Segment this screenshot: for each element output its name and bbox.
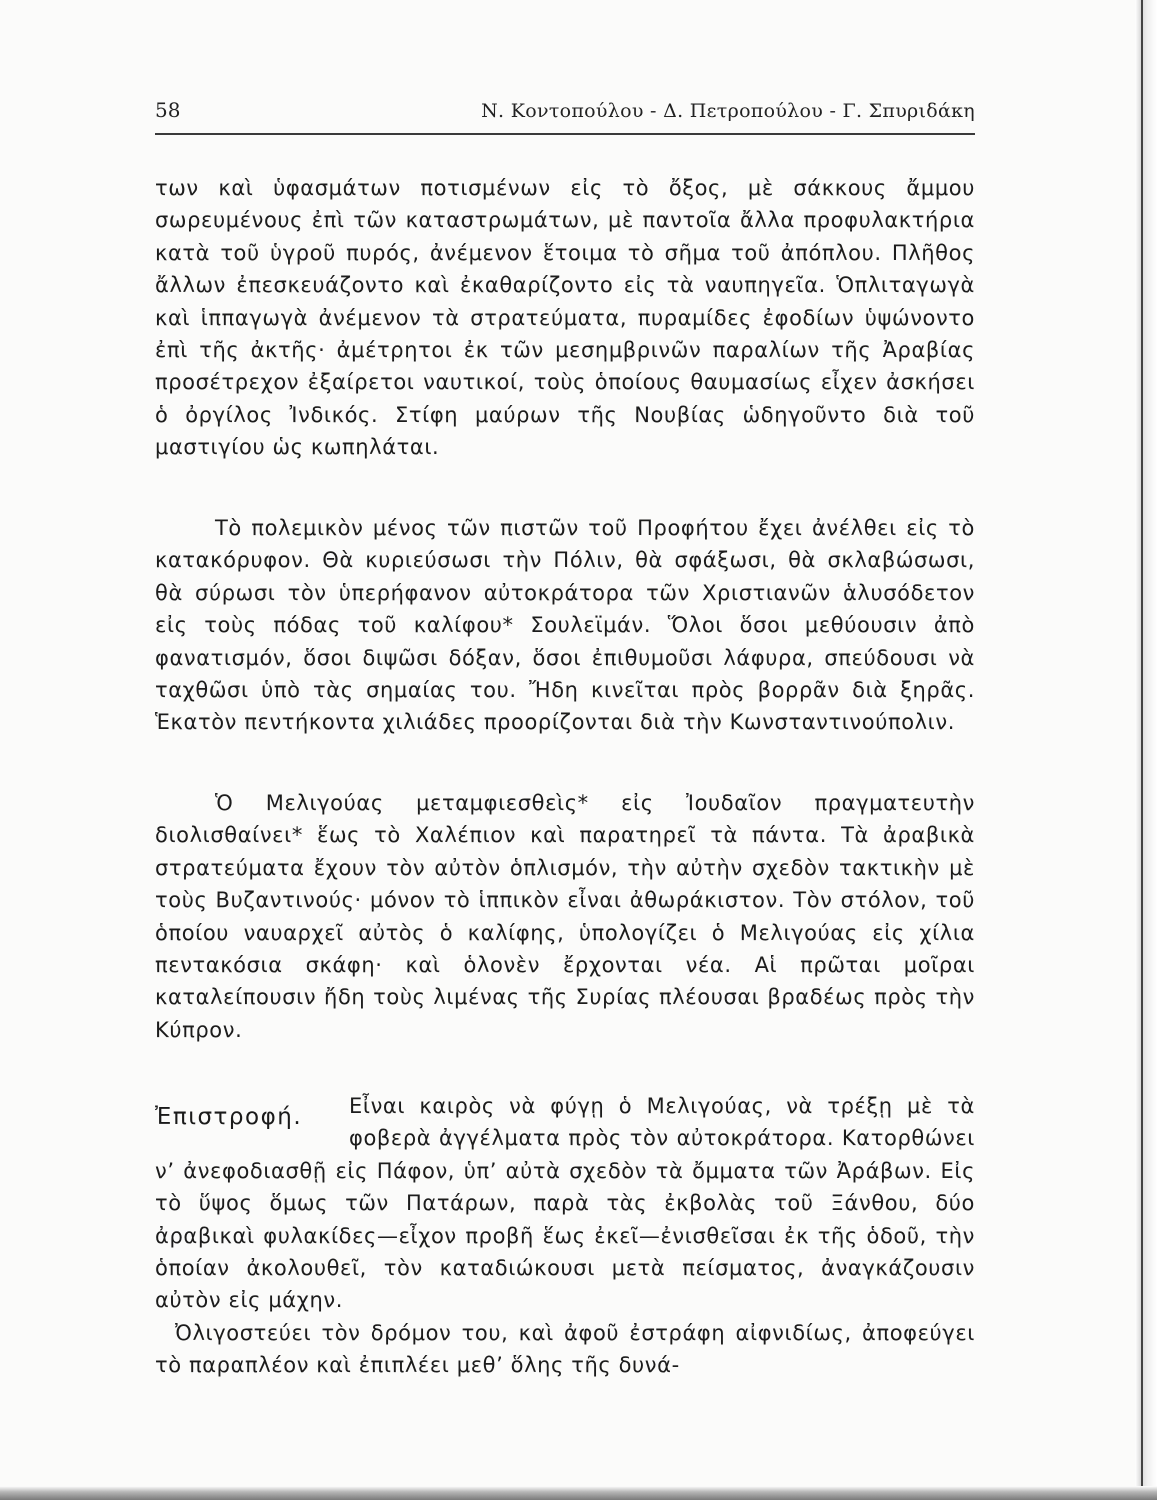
body-paragraph-1 xyxy=(155,172,975,464)
section-heading: Ἐπιστροφή. xyxy=(155,1104,303,1130)
section-paragraph-1: Εἶναι καιρὸς νὰ φύγῃ ὁ Μελιγούας, νὰ τρέξῃ μὲ τὰ φοβερὰ ἀγγέλματα πρὸς τὸν αὐτοκράτορα. Κατορθώνει ν’ ἀνεφοδιασθῇ εἰς Πάφον, ὑπ’ αὐτὰ σχεδὸν τὰ ὄμματα τῶν Ἀράβων. Εἰς τὸ ὕψος ὅμως τῶν Πατάρων, παρὰ τὰς ἐκβολὰς τοῦ Ξάνθου, δύο ἀραβικαὶ φυλακίδες—εἶχον προβῆ ἕως ἐκεῖ—ἐνισθεῖσαι ἐκ τῆς ὁδοῦ, τὴν ὁποίαν ἀκολουθεῖ, τὸν καταδιώκουσι μετὰ πείσματος, ἀναγκάζουσιν αὐτὸν εἰς μάχην. xyxy=(155,1094,975,1313)
page-edge-line xyxy=(1141,0,1143,1500)
paragraph-text: των καὶ ὑφασμάτων ποτισμένων εἰς τὸ ὄξος, μὲ σάκκους ἄμμου σωρευμένους ἐπὶ τῶν καταστρωμάτων, μὲ παντοῖα ἄλλα προφυλακτήρια κατὰ τοῦ ὑγροῦ πυρός, ἀνέμενον ἕτοιμα τὸ σῆμα τοῦ ἀπόπλου. Πλῆθος ἄλλων ἐπεσκευάζοντο καὶ ἐκαθαρίζοντο εἰς τὰ ναυπηγεῖα. Ὁπλιταγωγὰ καὶ ἱππαγωγὰ ἀνέμενον τὰ στρατεύματα, πυραμίδες ἐφοδίων ὑψώνοντο ἐπὶ τῆς ἀκτῆς· ἀμέτρητοι ἐκ τῶν μεσημβρινῶν παραλίων τῆς Ἀραβίας προσέτρεχον ἐξαίρετοι ναυτικοί, τοὺς ὁποίους θαυμασίως εἶχεν ἀσκήσει ὁ ὀργίλος Ἰνδικός. Στίφη μαύρων τῆς Νουβίας ὡδηγοῦντο διὰ τοῦ μαστιγίου ὡς κωπηλάται. xyxy=(155,176,975,460)
body-paragraph-2 xyxy=(155,512,975,739)
paragraph-text: Ὁ Μελιγούας μεταμφιεσθεὶς* εἰς Ἰουδαῖον πραγματευτὴν διολισθαίνει* ἕως τὸ Χαλέπιον καὶ παρατηρεῖ τὰ πάντα. Τὰ ἀραβικὰ στρατεύματα ἔχουν τὸν αὐτὸν ὁπλισμόν, τὴν αὐτὴν σχεδὸν τακτικὴν μὲ τοὺς Βυζαντινούς· μόνον τὸ ἱππικὸν εἶναι ἀθωράκιστον. Τὸν στόλον, τοῦ ὁποίου ναυαρχεῖ αὐτὸς ὁ καλίφης, ὑπολογίζει ὁ Μελιγούας εἰς χίλια πεντακόσια σκάφη· καὶ ὁλονὲν ἔρχονται νέα. Αἱ πρῶται μοῖραι καταλείπουσιν ἤδη τοὺς λιμένας τῆς Συρίας πλέουσαι βραδέως πρὸς τὴν Κύπρον. xyxy=(155,791,975,1042)
paragraph-text: Τὸ πολεμικὸν μένος τῶν πιστῶν τοῦ Προφήτου ἔχει ἀνέλθει εἰς τὸ κατακόρυφον. Θὰ κυριεύσωσι τὴν Πόλιν, θὰ σφάξωσι, θὰ σκλαβώσωσι, θὰ σύρωσι τὸν ὑπερήφανον αὐτοκράτορα τῶν Χριστιανῶν ἁλυσόδετον εἰς τοὺς πόδας τοῦ καλίφου* Σουλεϊμάν. Ὅλοι ὅσοι μεθύουσιν ἀπὸ φανατισμόν, ὅσοι διψῶσι δόξαν, ὅσοι ἐπιθυμοῦσι λάφυρα, σπεύδουσι νὰ ταχθῶσι ὑπὸ τὰς σημαίας του. Ἤδη κινεῖται πρὸς βορρᾶν διὰ ξηρᾶς. Ἑκατὸν πεντήκοντα χιλιάδες προορίζονται διὰ τὴν Κωνσταντινούπολιν. xyxy=(155,516,975,735)
page-edge-bottom xyxy=(0,1486,1157,1500)
body-paragraph-3 xyxy=(155,787,975,1046)
section-return xyxy=(155,1090,975,1382)
section-paragraph-2: Ὀλιγοστεύει τὸν δρόμον του, καὶ ἀφοῦ ἐστράφη αἰφνιδίως, ἀποφεύγει τὸ παραπλέον καὶ ἐπιπλέει μεθ’ ὅλης τῆς δυνά- xyxy=(155,1320,975,1378)
page-header xyxy=(155,92,975,132)
running-head: Ν. Κοντοπούλου - Δ. Πετροπούλου - Γ. Σπυριδάκη xyxy=(481,100,975,122)
header-rule xyxy=(155,133,975,135)
page-edge-right xyxy=(1135,0,1157,1500)
page-number: 58 xyxy=(155,98,181,122)
